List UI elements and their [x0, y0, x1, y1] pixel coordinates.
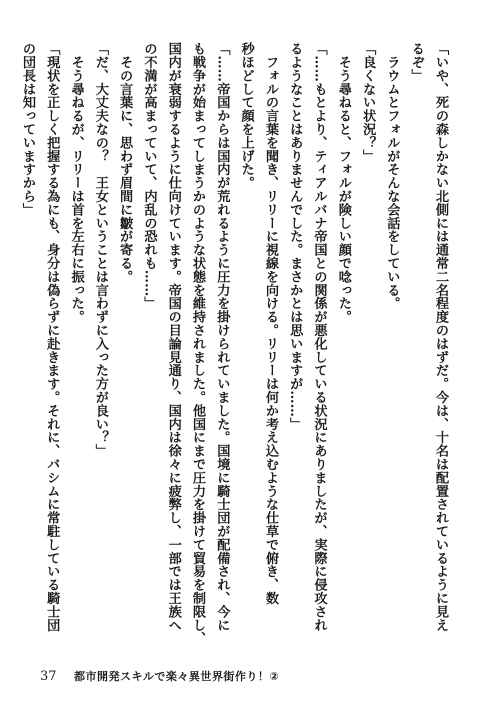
text-line: も戦争が始まってしまうかのような状態を維持されました。他国にまで圧力を掛けて貿易を制限し、	[190, 42, 206, 645]
text-line: 「いや、死の森しかない北側には通常二名程度のはずだ。今は、十名は配置されているように見え	[433, 42, 448, 632]
page-footer	[40, 668, 279, 684]
text-line: るぞ」	[408, 42, 424, 83]
body-text	[15, 42, 452, 645]
text-line: 国内が衰弱するように仕向けています。帝国の目論見通り、国内は徐々に疲弊し、一部では王族へ	[165, 42, 181, 632]
text-line: 「現状を正しく把握する為にも、身分は偽らずに赴きます。それに、バシムに常駐している騎士団	[44, 42, 60, 632]
text-line: るようなことはありませんでした。まさかとは思いますが……」	[287, 42, 303, 431]
text-line: 「……帝国からは国内が荒れるように圧力を掛けられていました。国境に騎士団が配備され、今に	[214, 42, 230, 632]
text-line: ラウムとフォルがそんな会話をしている。	[384, 42, 400, 310]
text-line: 「……もとより、ティアルバナ帝国との関係が悪化している状況にありましたが、実際に侵攻され	[311, 42, 327, 632]
running-title: 都市開発スキルで楽々異世界街作り！②	[74, 670, 280, 683]
page-number: 37	[40, 669, 57, 684]
text-line: その言葉に、思わず眉間に皺が寄る。	[117, 42, 133, 284]
text-line: 「良くない状況？」	[360, 42, 376, 163]
text-line: そう尋ねるが、リリーは首を左右に振った。	[68, 42, 84, 324]
text-line: そう尋ねると、フォルが険しい顔で唸った。	[335, 42, 351, 324]
text-line: の不満が高まっていて、内乱の恐れも……」	[141, 42, 157, 310]
text-line: 秒ほどして顔を上げた。	[238, 42, 254, 190]
text-line: フォルの言葉を聞き、リリーに視線を向ける。リリーは何か考え込むような仕草で俯き、数	[262, 42, 278, 605]
text-line: の団長は知っていますから」	[19, 42, 35, 217]
text-line: 「だ、大丈夫なの？ 王女ということは言わずに入った方が良い？」	[92, 42, 108, 458]
